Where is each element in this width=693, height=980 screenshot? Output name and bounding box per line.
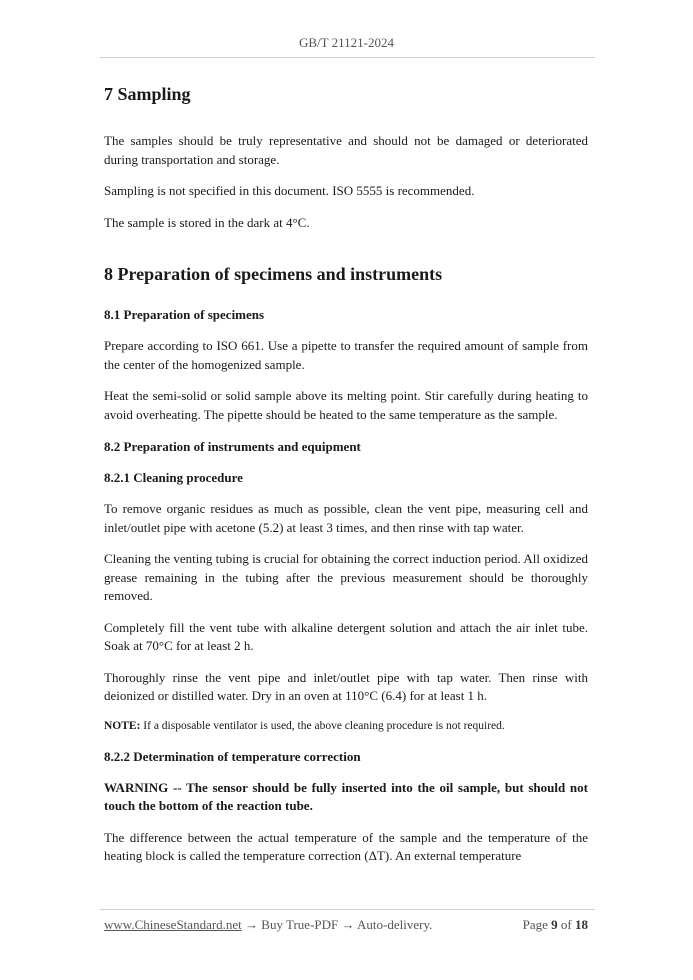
document-body: [104, 82, 588, 866]
current-page: 9: [551, 917, 558, 932]
total-pages: 18: [575, 917, 588, 932]
section-8-heading: 8 Preparation of specimens and instruments: [104, 264, 443, 284]
section-7-paragraph-2: Sampling is not specified in this document. ISO 5555 is recommended.: [104, 183, 475, 198]
header-divider: [100, 57, 595, 58]
section-8-2-1-paragraph-2: Cleaning the venting tubing is crucial for obtaining the correct induction period. All oxidized grease remaining in the tubing after the previous measurement should be thoroughly removed.: [104, 551, 588, 603]
section-8-2-2-warning: WARNING -- The sensor should be fully inserted into the oil sample, but should not touch the bottom of the reaction tube.: [104, 779, 588, 813]
section-7-paragraph-1: The samples should be truly representative and should not be damaged or deteriorated during transportation and storage.: [104, 133, 588, 167]
section-8-2-1-heading: 8.2.1 Cleaning procedure: [104, 470, 243, 485]
section-8-1-paragraph-2: Heat the semi-solid or solid sample above its melting point. Stir carefully during heating to avoid overheating. The pipette should be heated to the same temperature as the sample.: [104, 388, 588, 422]
page-label: Page: [522, 917, 552, 932]
site-link[interactable]: www.ChineseStandard.net: [104, 917, 242, 932]
footer-promo-text: → Buy True-PDF → Auto-delivery.: [241, 917, 433, 932]
page-header: GB/T 21121-2024: [299, 35, 394, 50]
footer-promo: [104, 917, 432, 933]
section-8-2-heading: 8.2 Preparation of instruments and equipment: [104, 439, 361, 454]
section-7-heading: 7 Sampling: [104, 84, 191, 104]
section-8-1-heading: 8.1 Preparation of specimens: [104, 307, 265, 322]
of-label: of: [557, 917, 575, 932]
section-8-1-paragraph-1: Prepare according to ISO 661. Use a pipette to transfer the required amount of sample from the center of the homogenized sample.: [104, 338, 588, 372]
page-number: [523, 917, 588, 933]
section-8-2-1-note: [104, 718, 588, 734]
section-8-2-2-heading: 8.2.2 Determination of temperature correction: [104, 748, 361, 764]
note-label: NOTE:: [104, 719, 141, 732]
footer-divider: [100, 909, 595, 910]
section-7-paragraph-3: The sample is stored in the dark at 4°C.: [104, 214, 310, 230]
note-text: If a disposable ventilator is used, the above cleaning procedure is not required.: [140, 719, 505, 732]
section-8-2-1-paragraph-1: To remove organic residues as much as possible, clean the vent pipe, measuring cell and inlet/outlet pipe with acetone (5.2) at least 3 times, and then rinse with tap water.: [104, 501, 588, 535]
section-8-2-1-paragraph-4: Thoroughly rinse the vent pipe and inlet/outlet pipe with tap water. Then rinse with deionized or distilled water. Dry in an oven at 110°C (6.4) for at least 1 h.: [104, 669, 588, 703]
section-8-2-1-paragraph-3: Completely fill the vent tube with alkaline detergent solution and attach the air inlet tube. Soak at 70°C for at least 2 h.: [104, 619, 588, 653]
section-8-2-2-paragraph-1: The difference between the actual temperature of the sample and the temperature of the heating block is called the temperature correction (ΔT). An external temperature: [104, 829, 588, 863]
